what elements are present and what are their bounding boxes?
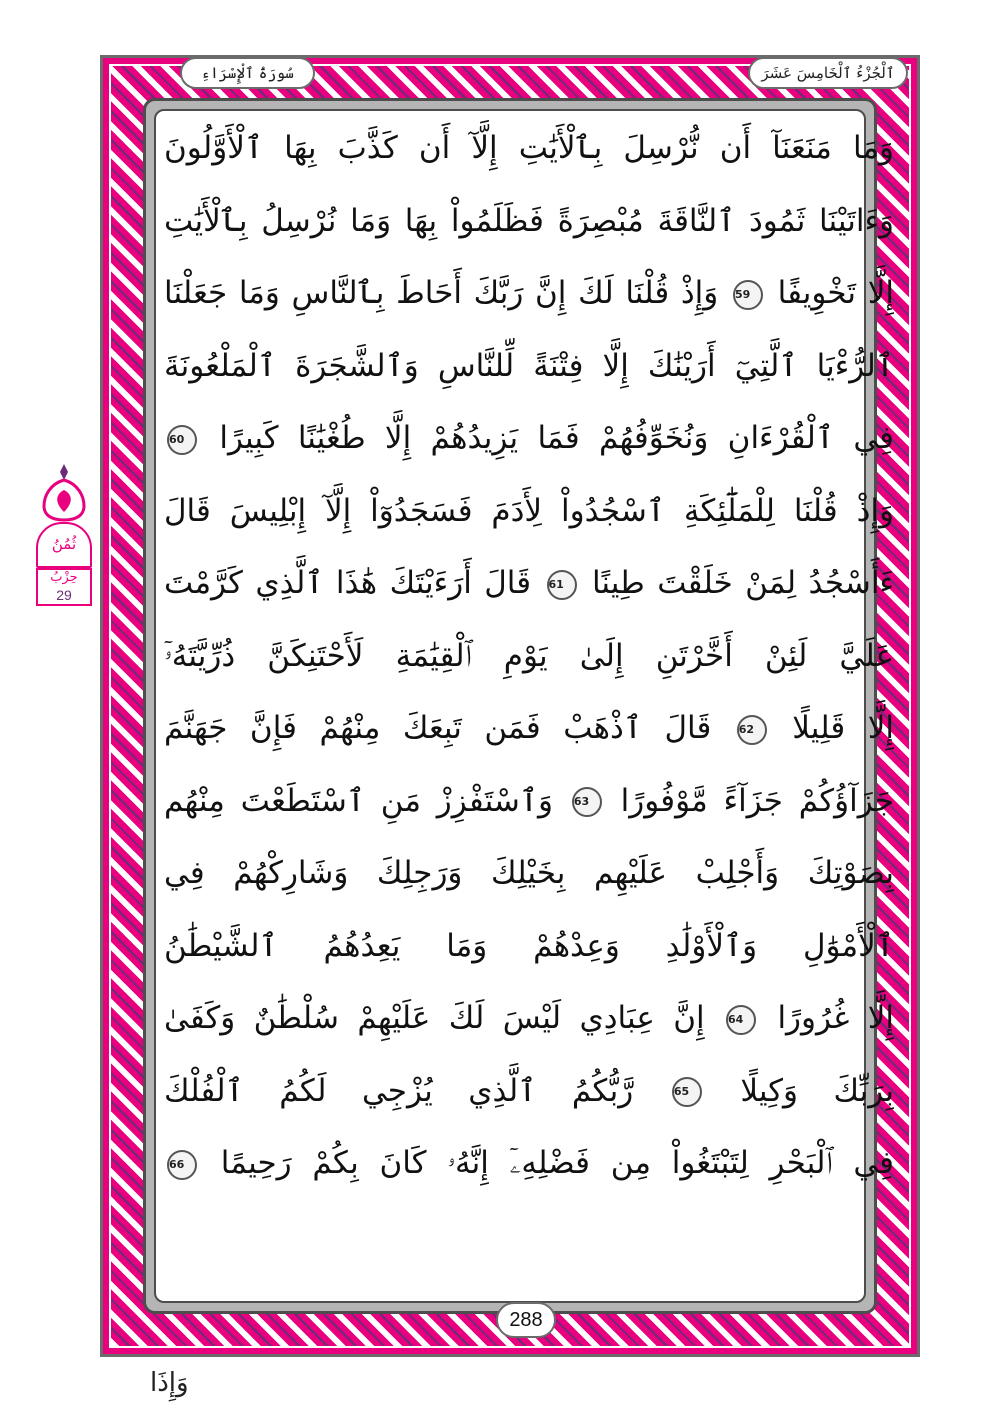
juz-label: ٱلْجُزْءُ ٱلْخَامِسَ عَشَرَ (748, 57, 908, 89)
verse-line (164, 338, 894, 394)
verse-text: وَٱسْتَفْزِزْ مَنِ ٱسْتَطَعْتَ مِنْهُم (164, 782, 554, 819)
verse-line (164, 845, 894, 901)
verse-number-marker: 65 (672, 1077, 702, 1107)
verse-text: قَالَ ٱذْهَبْ فَمَن تَبِعَكَ مِنْهُمْ فَإِنَّ جَهَنَّمَ (164, 710, 712, 746)
verse-number-marker: 61 (547, 570, 577, 600)
verse-number-marker: 59 (733, 280, 763, 310)
verse-line (164, 120, 894, 176)
verse-text: بِرَبِّكَ وَكِيلًا (740, 1072, 894, 1109)
catchword: وَإِذَا (150, 1368, 189, 1398)
verse-text: وَإِذْ قُلْنَا لَكَ إِنَّ رَبَّكَ أَحَاطَ بِٱلنَّاسِ وَمَا جَعَلْنَا (164, 275, 719, 311)
verse-text: وَإِذْ قُلْنَا لِلْمَلَٰٓئِكَةِ ٱسْجُدُواْ لِأَدَمَ فَسَجَدُوٓاْ إِلَّآ إِبْلِيسَ قَالَ (164, 492, 894, 529)
hizb-fraction-label: ثُمُنُ (36, 522, 92, 568)
verse-number-marker: 64 (726, 1005, 756, 1035)
verse-number-marker: 66 (167, 1150, 197, 1180)
hizb-ornament-icon (38, 462, 90, 522)
verse-line (164, 990, 894, 1046)
verse-line (164, 193, 894, 249)
verse-text: إِلَّا قَلِيلًا (792, 710, 894, 746)
verse-line (164, 265, 894, 321)
verse-number-marker: 63 (572, 787, 602, 817)
verse-text: إِلَّا تَخْوِيفًا (777, 275, 894, 311)
verse-text: عَلَيَّ لَئِنْ أَخَّرْتَنِ إِلَىٰ يَوْمِ ٱلْقِيَٰمَةِ لَأَحْتَنِكَنَّ ذُرِّيَّتَهُۥٓ (164, 637, 894, 674)
verse-line (164, 410, 894, 466)
verse-line (164, 555, 894, 611)
verse-text: وَمَا مَنَعَنَآ أَن نُّرْسِلَ بِٱلْأَيَٰتِ إِلَّآ أَن كَذَّبَ بِهَا ٱلْأَوَّلُونَ (164, 130, 894, 166)
verse-text: ٱلْأَمْوَٰلِ وَٱلْأَوْلَٰدِ وَعِدْهُمْ وَمَا يَعِدُهُمُ ٱلشَّيْطَٰنُ (164, 927, 894, 964)
verse-line (164, 700, 894, 756)
surah-label: سُورَةُ ٱلْإِسْرَاءِ (180, 57, 315, 89)
verse-line (164, 1135, 894, 1191)
verse-text: إِنَّ عِبَادِي لَيْسَ لَكَ عَلَيْهِمْ سُلْطَٰنٌ وَكَفَىٰ (164, 1000, 705, 1036)
verse-text: ٱلرُّءْيَا ٱلَّتِيٓ أَرَيْنَٰكَ إِلَّا فِتْنَةً لِّلنَّاسِ وَٱلشَّجَرَةَ ٱلْمَلْعُونَةَ (164, 347, 894, 384)
verse-number-marker: 60 (167, 425, 197, 455)
verse-text: رَّبُّكُمُ ٱلَّذِي يُزْجِي لَكُمُ ٱلْفُلْكَ (164, 1072, 634, 1109)
page-number: 288 (496, 1302, 556, 1338)
verse-text: فِي ٱلْبَحْرِ لِتَبْتَغُواْ مِن فَضْلِهِۦٓ إِنَّهُۥ كَانَ بِكُمْ رَحِيمًا (220, 1145, 894, 1181)
verse-text: جَزَآؤُكُمْ جَزَآءً مَّوْفُورًا (620, 782, 894, 819)
verse-line (164, 483, 894, 539)
hizb-marker (34, 462, 94, 607)
verse-line (164, 918, 894, 974)
verse-text: ءَأَسْجُدُ لِمَنْ خَلَقْتَ طِينًا (591, 565, 894, 601)
verse-text: بِصَوْتِكَ وَأَجْلِبْ عَلَيْهِم بِخَيْلِكَ وَرَجِلِكَ وَشَارِكْهُمْ فِي (164, 855, 894, 891)
verse-line (164, 1063, 894, 1119)
verse-text: فِي ٱلْقُرْءَانِ وَنُخَوِّفُهُمْ فَمَا يَزِيدُهُمْ إِلَّا طُغْيَٰنًا كَبِيرًا (219, 420, 894, 456)
verse-text: قَالَ أَرَءَيْتَكَ هَٰذَا ٱلَّذِي كَرَّمْتَ (164, 565, 532, 601)
verse-text: وَءَاتَيْنَا ثَمُودَ ٱلنَّاقَةَ مُبْصِرَةً فَظَلَمُواْ بِهَا وَمَا نُرْسِلُ بِٱلْأَيَٰتِ (164, 202, 894, 239)
hizb-box (36, 568, 92, 606)
hizb-number: 29 (56, 587, 72, 603)
verse-number-marker: 62 (737, 715, 767, 745)
verse-line (164, 628, 894, 684)
hizb-word: حِزْبُ (50, 570, 78, 585)
verse-text: إِلَّا غُرُورًا (777, 1000, 894, 1036)
verse-line (164, 773, 894, 829)
